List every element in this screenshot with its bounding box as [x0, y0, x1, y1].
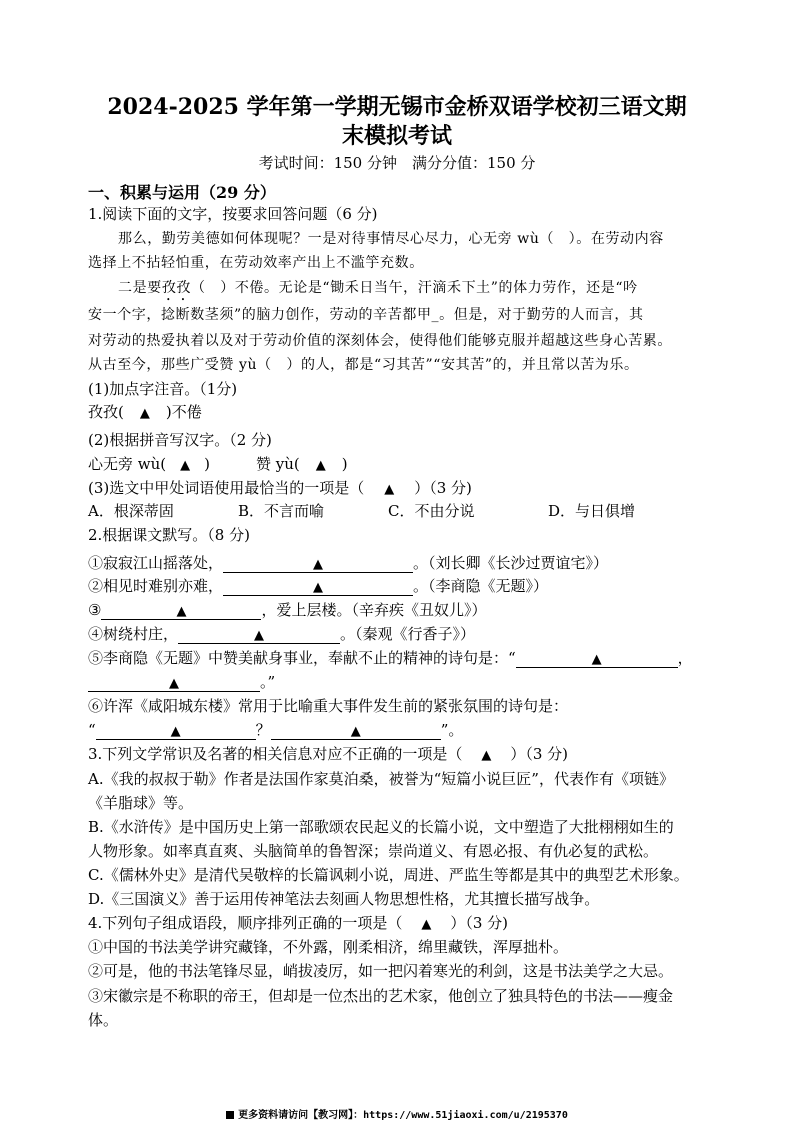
q3-option-b-cont: 人物形象。如率真直爽、头脑简单的鲁智深；崇尚道义、有恩必报、有仇必复的武松。 — [88, 842, 659, 860]
option-d: D．与日俱增 — [548, 502, 636, 520]
q3-option-d: D.《三国演义》善于运用传神笔法去刻画人物思想性格，尤其擅长描写战争。 — [88, 890, 600, 908]
dotted-characters: 孜孜 — [161, 280, 192, 296]
footer-link[interactable]: 更多资料请访问【教习网】：https://www.51jiaoxi.com/u/2195370 — [238, 1110, 568, 1121]
q1-sub3-options — [88, 500, 635, 522]
flag-icon — [226, 1111, 234, 1119]
q1-passage-line: 选择上不拈轻怕重，在劳动效率产出上不滥竽充数。 — [88, 255, 424, 271]
answer-blank[interactable]: ▲ — [178, 625, 340, 644]
exam-title-line2: 末模拟考试 — [341, 123, 452, 149]
answer-mark: ▲ — [315, 458, 326, 473]
q2-line4: ④树绕村庄， ▲ 。（秦观《行香子》） — [88, 625, 476, 643]
q4-sentence-1: ①中国的书法美学讲究藏锋，不外露，刚柔相济，绵里藏铁，浑厚拙朴。 — [88, 938, 569, 956]
q2-line3: ③ ▲ ，爱上层楼。（辛弃疾《丑奴儿》） — [88, 601, 487, 619]
answer-blank[interactable]: ▲ — [101, 601, 261, 620]
q3-option-a-cont: 《羊脂球》等。 — [88, 794, 194, 812]
q3-stem: 3.下列文学常识及名著的相关信息对应不正确的一项是（ ▲ ）（3 分) — [88, 743, 568, 767]
q1-passage-text: 二是要 — [118, 280, 162, 296]
answer-blank[interactable]: ▲ — [88, 673, 260, 692]
answer-blank[interactable]: ▲ — [271, 721, 441, 740]
answer-mark: ▲ — [421, 917, 432, 932]
q1-sub2-answer: 心无旁 wù( ▲ ) 赞 yù( ▲ ) — [88, 453, 348, 477]
q1-passage-line: 安一个字，捻断数茎须”的脑力创作，劳动的辛苦都甲_。但是，对于勤劳的人而言，其 — [88, 307, 644, 323]
answer-mark: ▲ — [384, 482, 395, 497]
q2-stem: 2.根据课文默写。（8 分) — [88, 526, 250, 544]
q3-option-a: A.《我的叔叔于勒》作者是法国作家莫泊桑，被誉为“短篇小说巨匠”，代表作有《项链》 — [88, 770, 674, 788]
q4-stem: 4.下列句子组成语段，顺序排列正确的一项是（ ▲ ）（3 分) — [88, 912, 508, 936]
q1-passage-line: 对劳动的热爱执着以及对于劳动价值的深刻体会，使得他们能够克服并超越这些身心苦累。 — [88, 333, 672, 349]
q4-sentence-3-cont: 体。 — [88, 1011, 119, 1029]
answer-mark: ▲ — [180, 458, 191, 473]
q1-passage-text: （ ）不倦。无论是“锄禾日当午，汗滴禾下土”的体力劳作，还是“吟 — [191, 280, 638, 296]
q3-option-c: C.《儒林外史》是清代吴敬梓的长篇讽刺小说，周进、严监生等都是其中的典型艺术形象。 — [88, 866, 689, 884]
q1-passage-line: 那么，勤劳美德如何体现呢？一是对待事情尽心尽力，心无旁 wù（ ）。在劳动内容 — [118, 231, 664, 247]
q2-line1: ①寂寂江山摇落处， ▲ 。（刘长卿《长沙过贾谊宅》） — [88, 554, 609, 572]
q2-line6: ⑥许浑《咸阳城东楼》常用于比喻重大事件发生前的紧张氛围的诗句是： — [88, 697, 569, 715]
answer-blank[interactable]: ▲ — [223, 554, 413, 573]
q1-sub2: (2)根据拼音写汉字。（2 分) — [88, 431, 272, 449]
option-a: A．根深蒂固 — [88, 502, 174, 520]
q1-sub3: (3)选文中甲处词语使用最恰当的一项是（ ▲ ）（3 分) — [88, 477, 472, 501]
answer-mark: ▲ — [481, 748, 492, 763]
q2-line6b: “ ▲ ？ ▲ ”。 — [88, 721, 464, 739]
q2-line5b: ▲ 。” — [88, 671, 275, 693]
option-b: B．不言而喻 — [238, 502, 325, 520]
section-heading-1: 一、积累与运用（29 分） — [88, 183, 276, 202]
q2-line2: ②相见时难别亦难， ▲ 。（李商隐《无题》） — [88, 577, 549, 595]
q1-passage-line — [118, 277, 638, 304]
q1-passage-line: 从古至今，那些广受赞 yù（ ）的人，都是“习其苦”“安其苦”的，并且常以苦为乐。 — [88, 357, 639, 373]
q2-line5: ⑤李商隐《无题》中赞美献身事业，奉献不止的精神的诗句是：“ ▲ ， — [88, 649, 693, 667]
q1-sub1-answer: 孜孜( ▲ )不倦 — [88, 401, 202, 425]
q1-sub1: (1)加点字注音。（1分) — [88, 380, 238, 398]
answer-mark: ▲ — [139, 406, 150, 421]
q1-stem: 1.阅读下面的文字，按要求回答问题（6 分) — [88, 205, 378, 223]
exam-info: 考试时间：150 分钟 满分分值：150 分 — [258, 154, 536, 172]
exam-title-line1: 2024-2025 学年第一学期无锡市金桥双语学校初三语文期 — [107, 94, 687, 120]
answer-blank[interactable]: ▲ — [96, 721, 256, 740]
footer — [0, 1106, 794, 1121]
answer-blank[interactable]: ▲ — [516, 649, 678, 668]
answer-blank[interactable]: ▲ — [223, 577, 413, 596]
option-c: C．不由分说 — [388, 502, 475, 520]
q3-option-b: B.《水浒传》是中国历史上第一部歌颂农民起义的长篇小说，文中塑造了大批栩栩如生的 — [88, 818, 674, 836]
q4-sentence-2: ②可是，他的书法笔锋尽显，峭拔凌厉，如一把闪着寒光的利剑，这是书法美学之大忌。 — [88, 962, 674, 980]
q4-sentence-3: ③宋徽宗是不称职的帝王，但却是一位杰出的艺术家，他创立了独具特色的书法——瘦金 — [88, 987, 674, 1005]
